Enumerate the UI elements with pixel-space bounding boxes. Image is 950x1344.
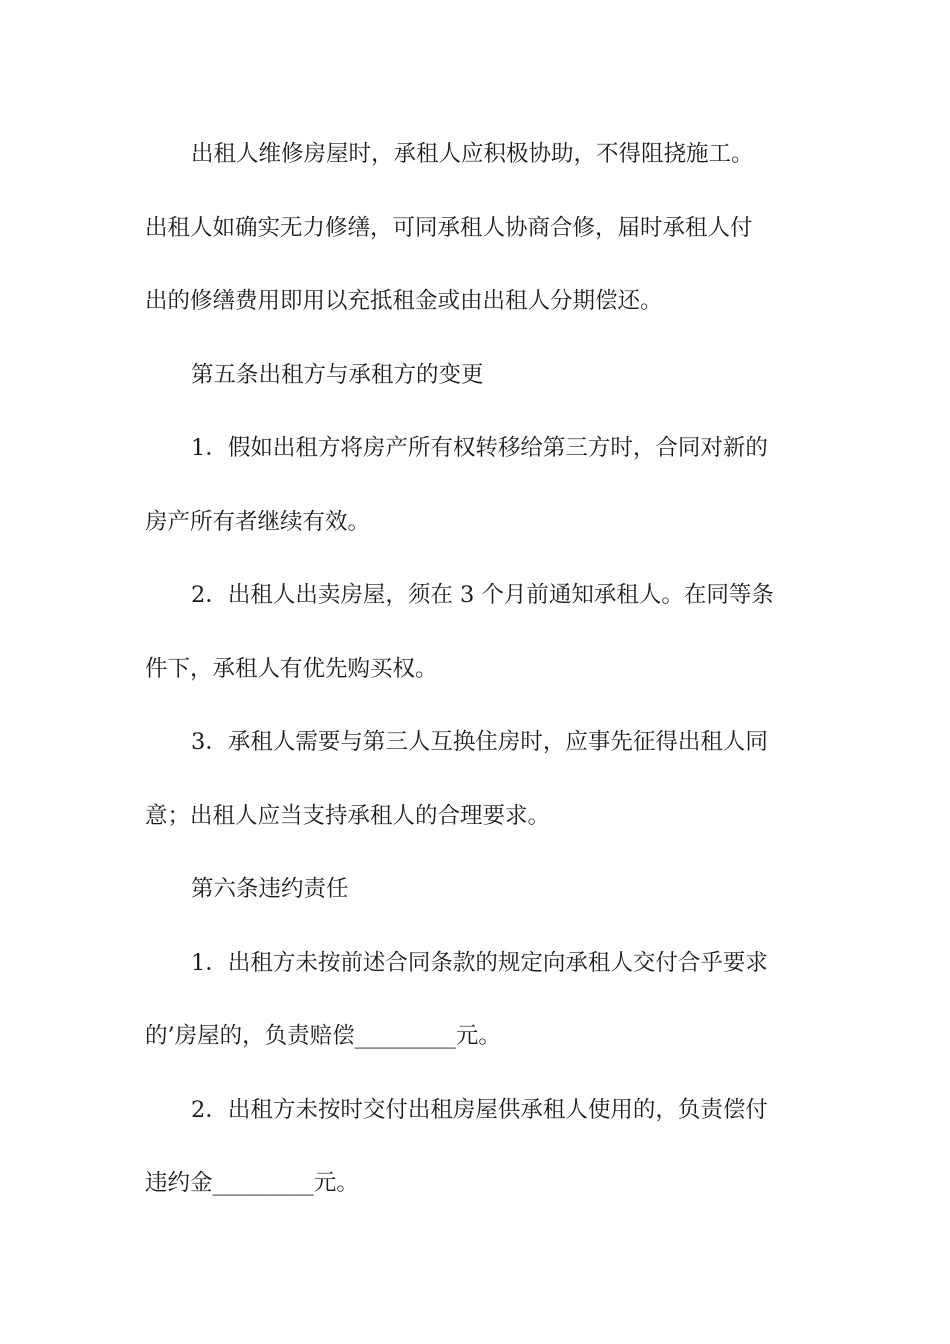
text-line-1: 出租人维修房屋时，承租人应积极协助，不得阻挠施工。	[191, 141, 754, 167]
contract-body	[145, 130, 815, 1233]
text-line-14: 2．出租方未按时交付出租房屋供承租人使用的，负责偿付	[191, 1096, 768, 1123]
article-5-heading: 第五条出租方与承租方的变更	[191, 361, 484, 388]
text-line-2: 出租人如确实无力修缮，可同承租人协商合修，届时承租人付	[145, 214, 753, 241]
text-line-12: 1．出租方未按前述合同条款的规定向承租人交付合乎要求	[191, 949, 768, 976]
text-line-5: 1．假如出租方将房产所有权转移给第三方时，合同对新的	[191, 435, 768, 461]
text-line-8: 件下，承租人有优先购买权。	[145, 655, 438, 682]
text-line-13: 的’房屋的，负责赔偿_________元。	[145, 1023, 501, 1049]
text-line-10: 意；出租人应当支持承租人的合理要求。	[145, 802, 551, 829]
text-line-6: 房产所有者继续有效。	[145, 508, 371, 535]
text-line-3: 出的修缮费用即用以充抵租金或由出租人分期偿还。	[145, 288, 663, 314]
article-6-heading: 第六条违约责任	[191, 876, 349, 902]
text-line-9: 3．承租人需要与第三人互换住房时，应事先征得出租人同	[191, 729, 768, 755]
text-line-7: 2．出租人出卖房屋，须在 3 个月前通知承租人。在同等条	[191, 582, 774, 608]
text-line-15: 违约金_________元。	[145, 1170, 359, 1196]
